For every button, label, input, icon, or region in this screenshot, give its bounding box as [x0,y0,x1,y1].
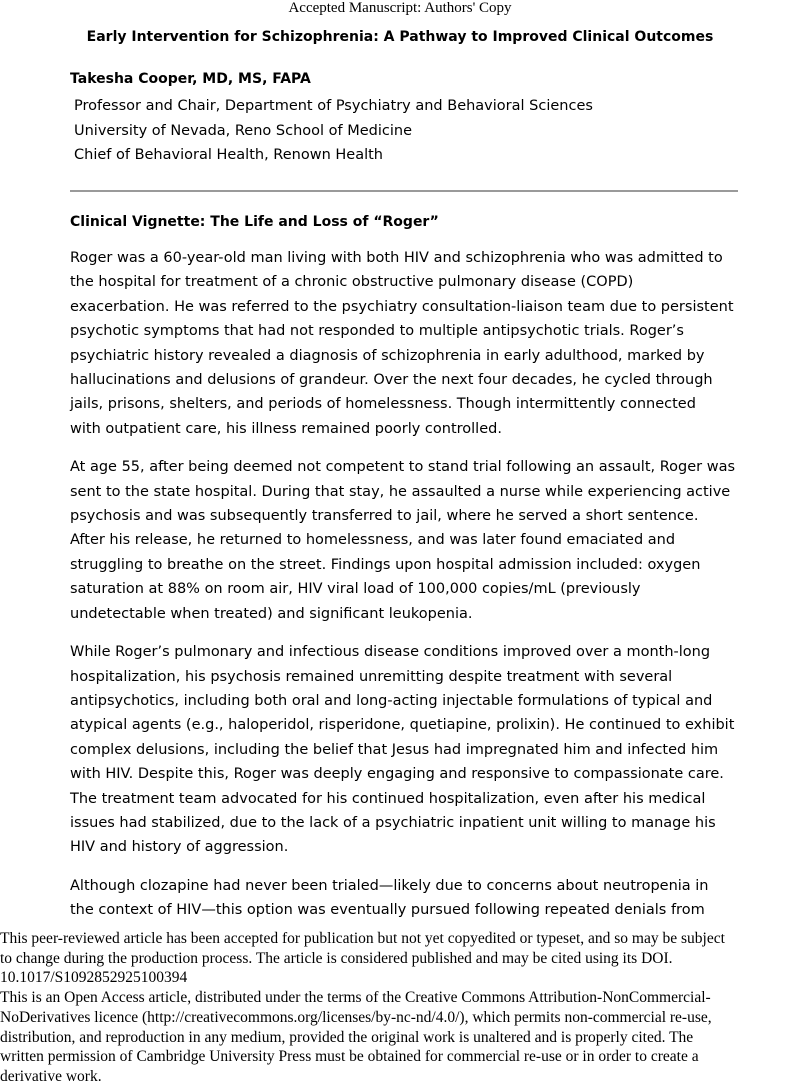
body-paragraph [70,640,740,860]
text-line: psychosis and was subsequently transferred to jail, where he served a short sentence. [70,508,699,525]
footer-line: NoDerivatives licence (http://creativecommons.org/licenses/by-nc-nd/4.0/), which permits non-commercial re-use, [0,1008,712,1026]
text-line: with HIV. Despite this, Roger was deeply engaging and responsive to compassionate care. [70,766,724,783]
body-paragraph [70,874,740,923]
manuscript-header: Accepted Manuscript: Authors' Copy [288,0,512,16]
footer-line: distribution, and reproduction in any medium, provided the original work is unaltered and is properly cited. The [0,1028,694,1046]
text-line: issues had stabilized, due to the lack of a psychiatric inpatient unit willing to manage his [70,814,716,831]
text-line: atypical agents (e.g., haloperidol, risperidone, quetiapine, prolixin). He continued to exhibit [70,717,735,734]
body-paragraph [70,246,740,441]
text-line: While Roger’s pulmonary and infectious disease conditions improved over a month-long [70,644,711,661]
footer-line: to change during the production process. The article is considered published and may be cited using its DOI. [0,949,673,967]
text-line: saturation at 88% on room air, HIV viral load of 100,000 copies/mL (previously [70,581,641,598]
text-line: Although clozapine had never been trialed—likely due to concerns about neutropenia in [70,877,709,894]
publication-footer [0,929,800,1087]
article-body [70,213,740,937]
text-line: complex delusions, including the belief that Jesus had impregnated him and infected him [70,741,719,758]
text-line: psychiatric history revealed a diagnosis of schizophrenia in early adulthood, marked by [70,347,705,364]
text-line: undetectable when treated) and significant leukopenia. [70,605,473,622]
text-line: the context of HIV—this option was eventually pursued following repeated denials from [70,902,705,919]
footer-line: derivative work. [0,1067,102,1085]
author-name: Takesha Cooper, MD, MS, FAPA [70,71,311,87]
text-line: Roger was a 60-year-old man living with both HIV and schizophrenia who was admitted to [70,250,723,266]
text-line: hallucinations and delusions of grandeur. Over the next four decades, he cycled through [70,372,713,389]
body-paragraph [70,455,740,626]
author-affiliations [74,94,593,168]
text-line: hospitalization, his psychosis remained unremitting despite treatment with several [70,668,673,685]
footer-line: This is an Open Access article, distributed under the terms of the Creative Commons Attribution-NonCommercial- [0,989,711,1007]
text-line: sent to the state hospital. During that stay, he assaulted a nurse while experiencing active [70,483,731,500]
text-line: psychotic symptoms that had not responded to multiple antipsychotic trials. Roger’s [70,323,684,340]
text-line: struggling to breathe on the street. Findings upon hospital admission included: oxygen [70,556,701,573]
text-line: the hospital for treatment of a chronic obstructive pulmonary disease (COPD) [70,274,634,291]
footer-line: written permission of Cambridge University Press must be obtained for commercial re-use or in order to create a [0,1048,699,1066]
affiliation-line: University of Nevada, Reno School of Medicine [74,122,413,139]
doi-line: 10.1017/S1092852925100394 [0,969,188,987]
text-line: At age 55, after being deemed not competent to stand trial following an assault, Roger was [70,459,736,476]
text-line: jails, prisons, shelters, and periods of homelessness. Though intermittently connected [70,396,696,413]
text-line: The treatment team advocated for his continued hospitalization, even after his medical [70,790,706,807]
affiliation-line: Chief of Behavioral Health, Renown Health [74,147,383,163]
footer-line: This peer-reviewed article has been accepted for publication but not yet copyedited or typeset, and so may be subject [0,930,725,947]
article-title: Early Intervention for Schizophrenia: A Pathway to Improved Clinical Outcomes [86,29,714,45]
text-line: After his release, he returned to homelessness, and was later found emaciated and [70,532,676,549]
text-line: antipsychotics, including both oral and long-acting injectable formulations of typical and [70,692,713,709]
affiliation-line: Professor and Chair, Department of Psychiatry and Behavioral Sciences [74,98,593,114]
text-line: exacerbation. He was referred to the psychiatry consultation-liaison team due to persistent [70,298,734,315]
section-heading: Clinical Vignette: The Life and Loss of “Roger” [70,214,439,230]
text-line: HIV and history of aggression. [70,839,289,856]
text-line: with outpatient care, his illness remained poorly controlled. [70,420,502,437]
section-divider [70,190,738,192]
